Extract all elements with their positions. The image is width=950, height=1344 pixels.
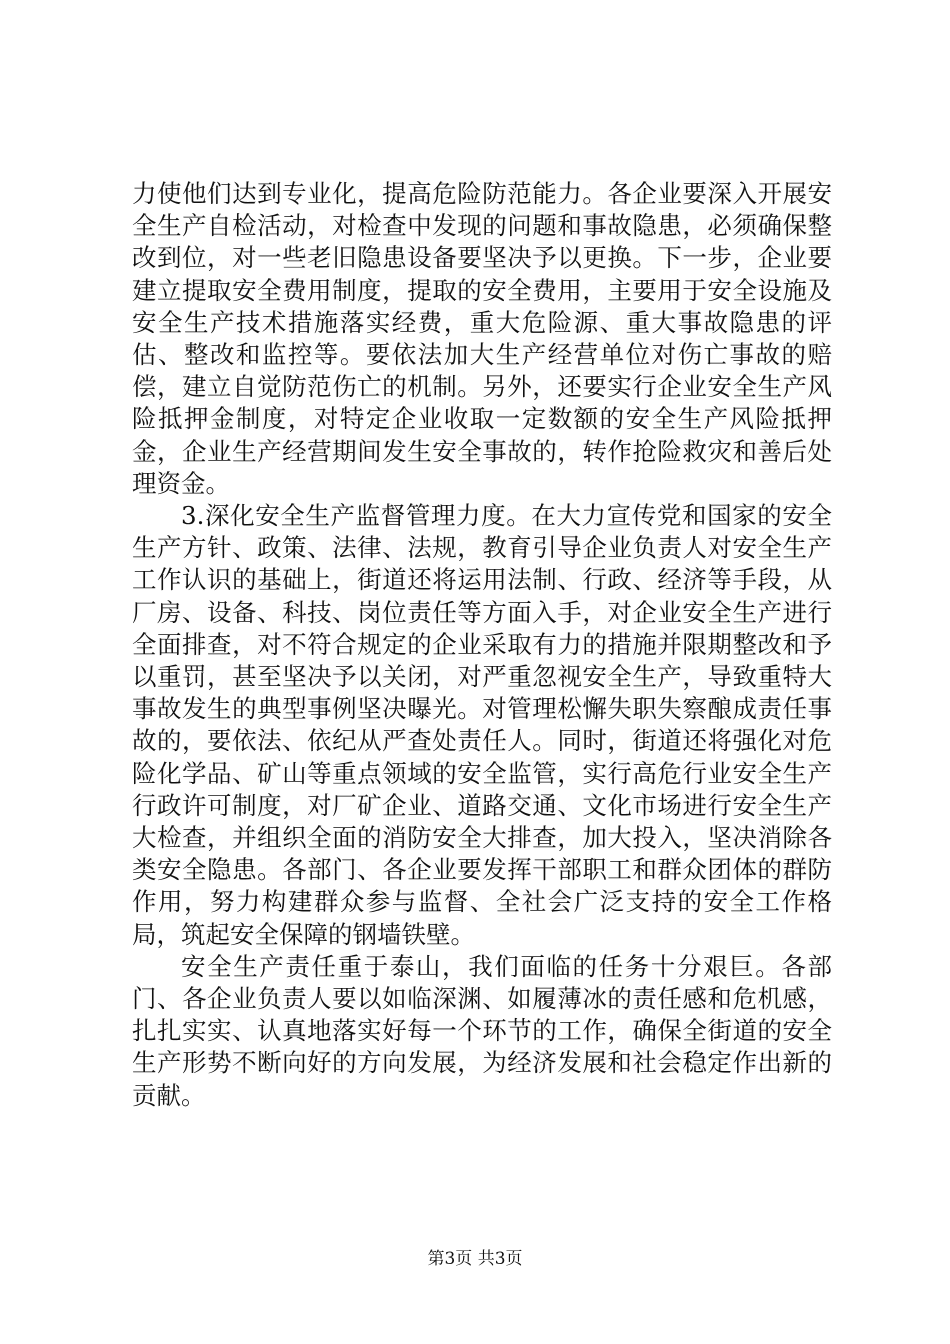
paragraph-continued: 力使他们达到专业化，提高危险防范能力。各企业要深入开展安全生产自检活动，对检查中发现的问题和事故隐患，必须确保整改到位，对一些老旧隐患设备要坚决予以更换。下一步，企业要建立提取安全费用制度，提取的安全费用，主要用于安全设施及安全生产技术措施落实经费，重大危险源、重大事故隐患的评估、整改和监控等。要依法加大生产经营单位对伤亡事故的赔偿，建立自觉防范伤亡的机制。另外，还要实行企业安全生产风险抵押金制度，对特定企业收取一定数额的安全生产风险抵押金，企业生产经营期间发生安全事故的，转作抢险救灾和善后处理资金。 bbox=[132, 179, 832, 498]
document-body bbox=[132, 178, 832, 1112]
paragraph-conclusion: 安全生产责任重于泰山，我们面临的任务十分艰巨。各部门、各企业负责人要以如临深渊、如履薄冰的责任感和危机感，扎扎实实、认真地落实好每一个环节的工作，确保全街道的安全生产形势不断向好的方向发展，为经济发展和社会稳定作出新的贡献。 bbox=[132, 951, 832, 1110]
paragraph-section-3: 3.深化安全生产监督管理力度。在大力宣传党和国家的安全生产方针、政策、法律、法规，教育引导企业负责人对安全生产工作认识的基础上，街道还将运用法制、行政、经济等手段，从厂房、设备、科技、岗位责任等方面入手，对企业安全生产进行全面排查，对不符合规定的企业采取有力的措施并限期整改和予以重罚，甚至坚决予以关闭，对严重忽视安全生产，导致重特大事故发生的典型事例坚决曝光。对管理松懈失职失察酿成责任事故的，要依法、依纪从严查处责任人。同时，街道还将强化对危险化学品、矿山等重点领域的安全监管，实行高危行业安全生产行政许可制度，对厂矿企业、道路交通、文化市场进行安全生产大检查，并组织全面的消防安全大排查，加大投入，坚决消除各类安全隐患。各部门、各企业要发挥干部职工和群众团体的群防作用，努力构建群众参与监督、全社会广泛支持的安全工作格局，筑起安全保障的钢墙铁壁。 bbox=[132, 501, 832, 949]
page-number-footer: 第3页 共3页 bbox=[427, 1249, 523, 1269]
